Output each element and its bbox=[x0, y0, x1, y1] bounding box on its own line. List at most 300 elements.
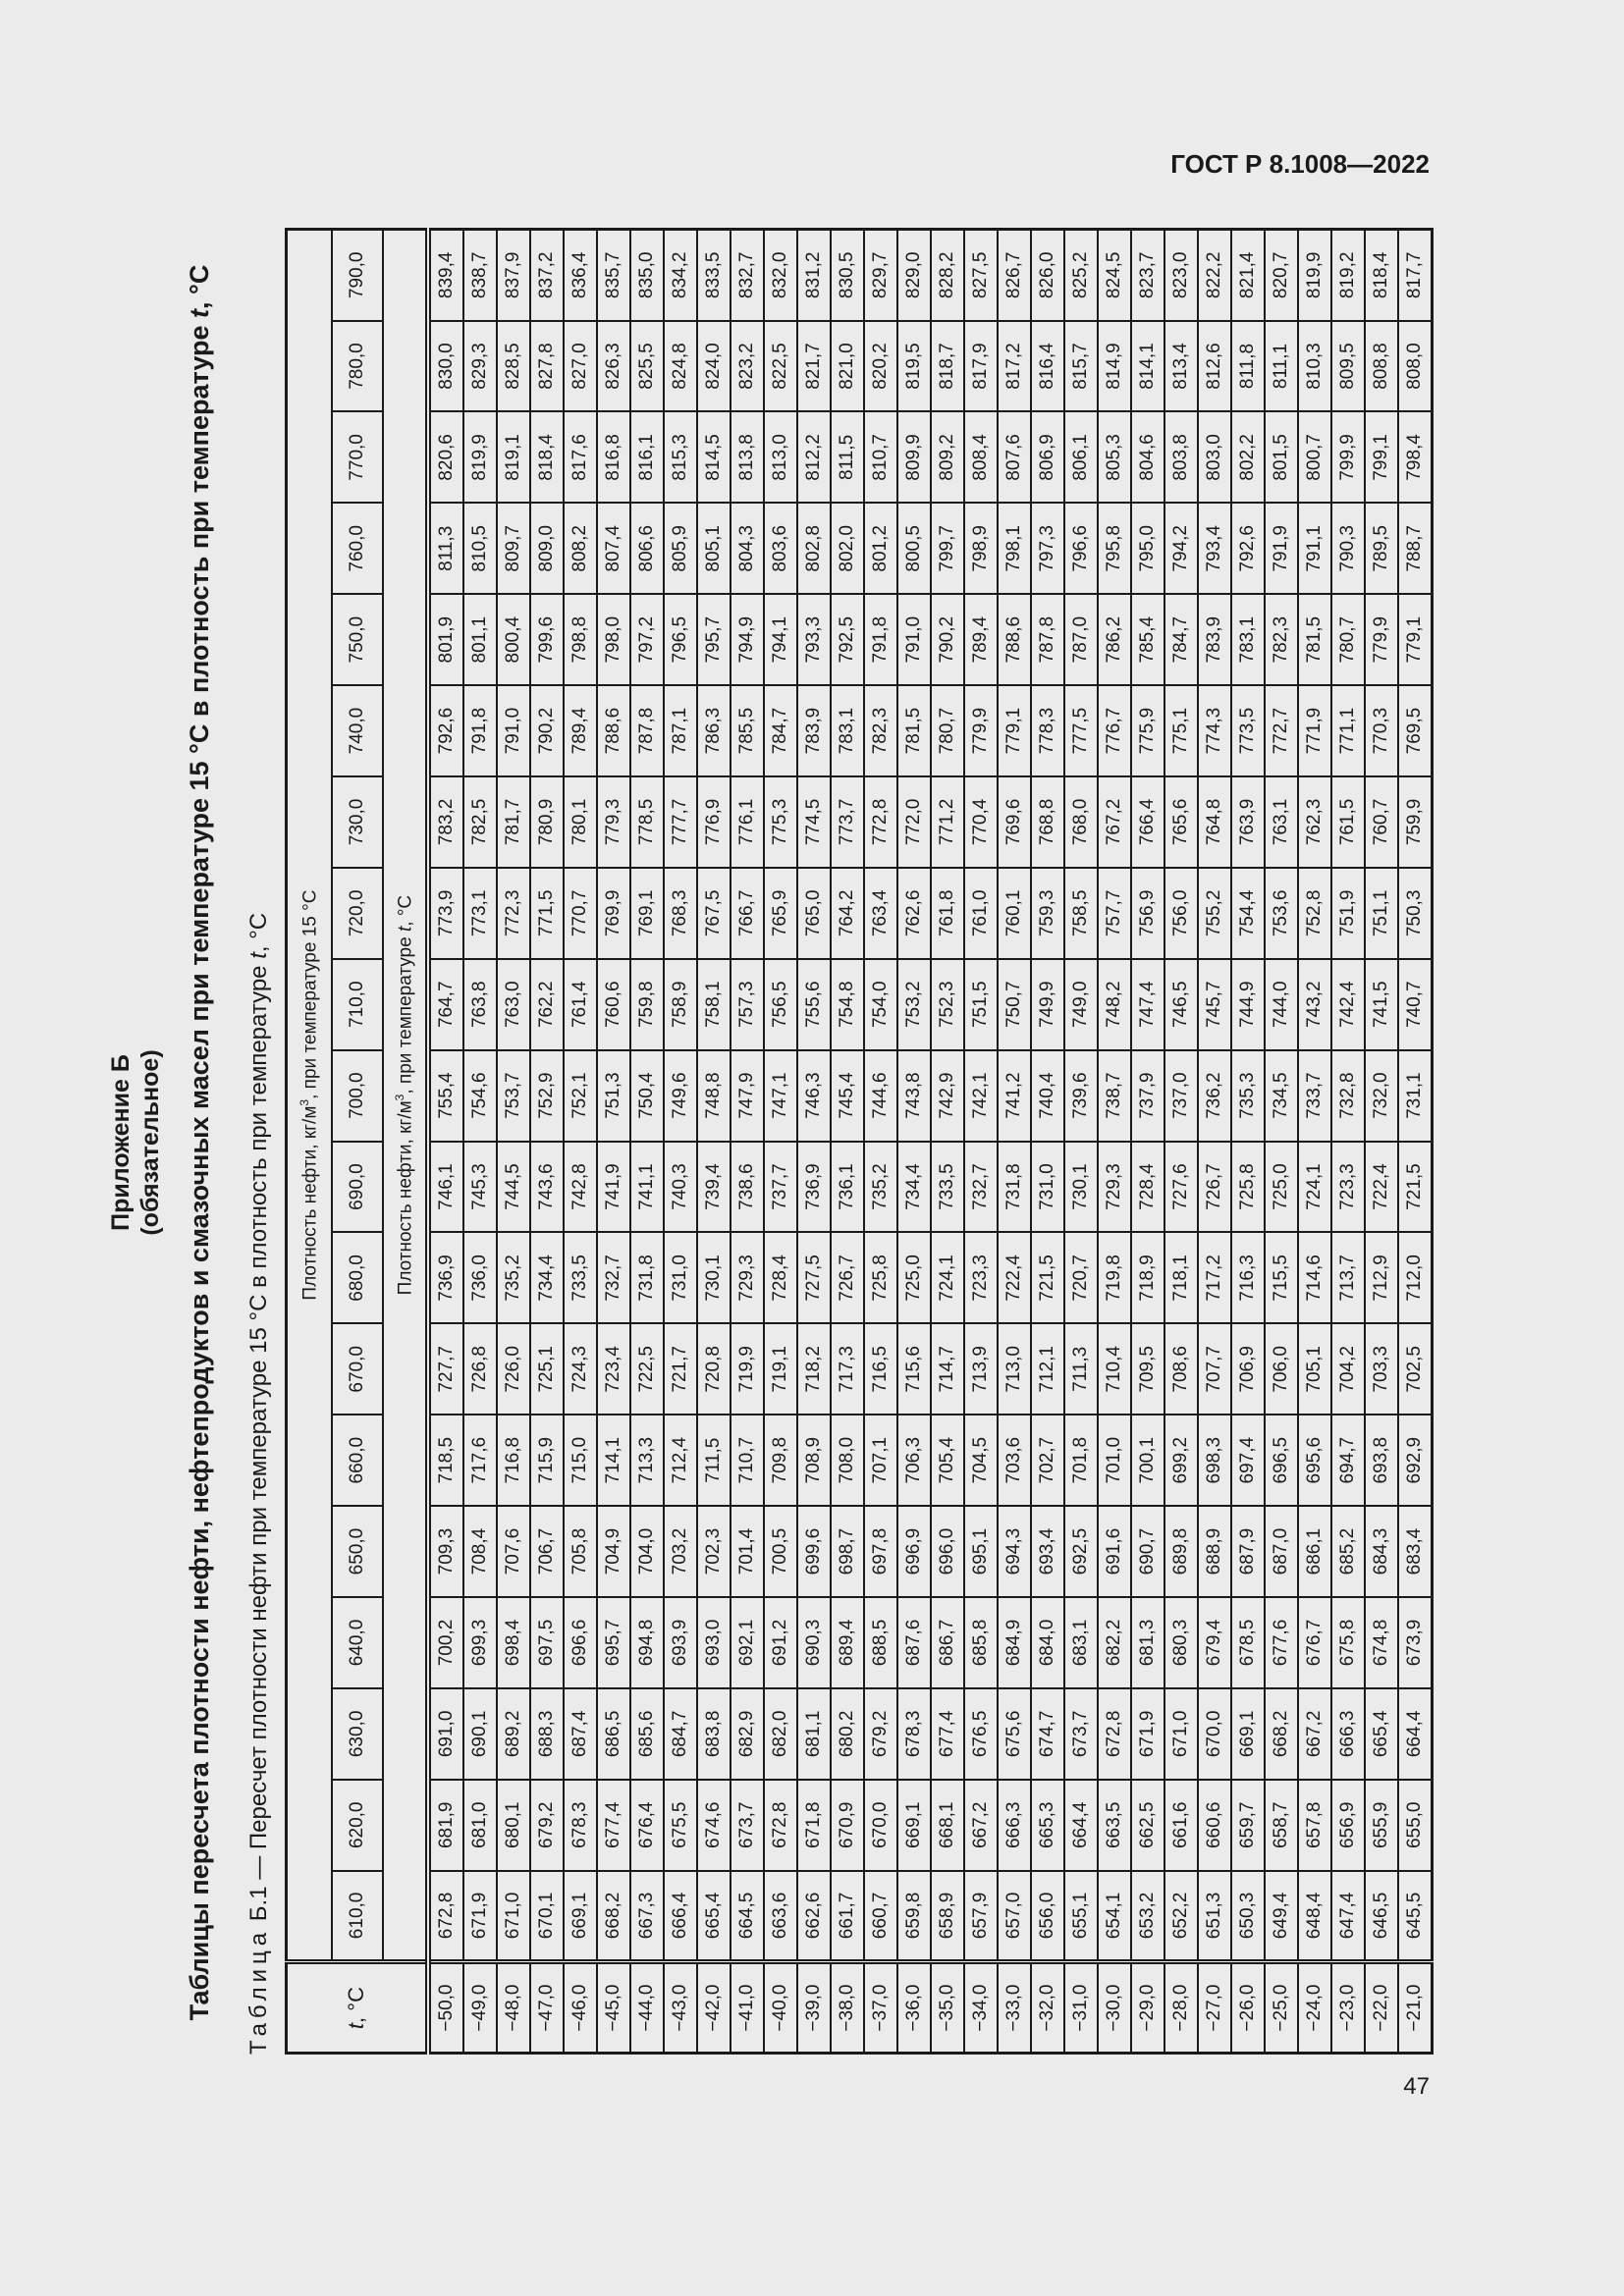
density-cell: 675,6 bbox=[998, 1688, 1031, 1780]
density-cell: 677,6 bbox=[1265, 1597, 1298, 1688]
density-cell: 672,8 bbox=[764, 1780, 797, 1871]
density-cell: 721,5 bbox=[1031, 1232, 1064, 1323]
density-cell: 787,8 bbox=[1031, 594, 1064, 685]
rotated-content bbox=[98, 231, 1443, 2055]
density-cell: 762,6 bbox=[897, 868, 931, 959]
density-cell: 761,8 bbox=[931, 868, 964, 959]
density-cell: 776,9 bbox=[697, 776, 731, 868]
density-cell: 689,4 bbox=[831, 1597, 864, 1688]
density-cell: 728,4 bbox=[1131, 1142, 1164, 1233]
density-cell: 753,7 bbox=[497, 1050, 530, 1142]
density-cell: 758,1 bbox=[697, 959, 731, 1050]
density-cell: 746,1 bbox=[428, 1142, 463, 1233]
main-title-suffix: , °C bbox=[185, 264, 214, 309]
density-cell: 828,2 bbox=[931, 230, 964, 321]
density-cell: 752,9 bbox=[530, 1050, 564, 1142]
density-cell: 749,6 bbox=[664, 1050, 697, 1142]
density-cell: 724,1 bbox=[1298, 1142, 1331, 1233]
density-cell: 816,1 bbox=[630, 411, 664, 503]
density-cell: 820,2 bbox=[864, 321, 897, 412]
caption-label: Таблица bbox=[245, 1927, 272, 2055]
density-cell: 781,5 bbox=[897, 685, 931, 776]
temperature-cell: −40,0 bbox=[764, 1962, 797, 2054]
temperature-cell: −44,0 bbox=[630, 1962, 664, 2054]
temperature-cell: −38,0 bbox=[831, 1962, 864, 2054]
density-cell: 810,7 bbox=[864, 411, 897, 503]
density-cell: 671,0 bbox=[497, 1871, 530, 1962]
density-cell: 666,3 bbox=[998, 1780, 1031, 1871]
density-cell: 690,1 bbox=[463, 1688, 497, 1780]
sub-label-var: t bbox=[395, 926, 416, 933]
density-cell: 792,6 bbox=[1231, 503, 1265, 594]
density-cell: 707,6 bbox=[497, 1506, 530, 1597]
density-cell: 698,4 bbox=[497, 1597, 530, 1688]
density-cell: 791,9 bbox=[1265, 503, 1298, 594]
density-cell: 834,2 bbox=[664, 230, 697, 321]
density-cell: 787,0 bbox=[1064, 594, 1098, 685]
density-cell: 712,1 bbox=[1031, 1323, 1064, 1415]
density-cell: 678,3 bbox=[897, 1688, 931, 1780]
density-cell: 656,9 bbox=[1331, 1780, 1365, 1871]
density-cell: 823,0 bbox=[1164, 230, 1198, 321]
density-cell: 699,3 bbox=[463, 1597, 497, 1688]
density-cell: 782,3 bbox=[864, 685, 897, 776]
density-cell: 713,3 bbox=[630, 1415, 664, 1506]
density-cell: 715,5 bbox=[1265, 1232, 1298, 1323]
density-cell: 682,0 bbox=[764, 1688, 797, 1780]
table-row bbox=[664, 230, 697, 2054]
density-cell: 801,9 bbox=[428, 594, 463, 685]
density-cell: 770,3 bbox=[1365, 685, 1398, 776]
density-cell: 766,7 bbox=[731, 868, 764, 959]
density-cell: 818,7 bbox=[931, 321, 964, 412]
density-cell: 697,5 bbox=[530, 1597, 564, 1688]
density-cell: 674,6 bbox=[697, 1780, 731, 1871]
density-column-header: 750,0 bbox=[332, 594, 383, 685]
temperature-cell: −36,0 bbox=[897, 1962, 931, 2054]
density-cell: 727,7 bbox=[428, 1323, 463, 1415]
density-cell: 718,5 bbox=[428, 1415, 463, 1506]
density-cell: 765,9 bbox=[764, 868, 797, 959]
density-cell: 672,8 bbox=[428, 1871, 463, 1962]
density-cell: 706,9 bbox=[1231, 1323, 1265, 1415]
density-column-header: 640,0 bbox=[332, 1597, 383, 1688]
density-cell: 817,2 bbox=[998, 321, 1031, 412]
density-cell: 738,7 bbox=[1098, 1050, 1131, 1142]
density-cell: 799,7 bbox=[931, 503, 964, 594]
density-cell: 805,1 bbox=[697, 503, 731, 594]
density-cell: 742,8 bbox=[564, 1142, 597, 1233]
density-cell: 744,0 bbox=[1265, 959, 1298, 1050]
density-cell: 662,5 bbox=[1131, 1780, 1164, 1871]
density-cell: 803,8 bbox=[1164, 411, 1198, 503]
density-cell: 653,2 bbox=[1131, 1871, 1164, 1962]
density-cell: 817,9 bbox=[964, 321, 998, 412]
density-cell: 824,8 bbox=[664, 321, 697, 412]
density-cell: 800,7 bbox=[1298, 411, 1331, 503]
density-cell: 759,3 bbox=[1031, 868, 1064, 959]
density-cell: 723,4 bbox=[597, 1323, 630, 1415]
density-cell: 775,9 bbox=[1131, 685, 1164, 776]
density-cell: 751,3 bbox=[597, 1050, 630, 1142]
density-cell: 669,1 bbox=[564, 1871, 597, 1962]
density-cell: 832,7 bbox=[731, 230, 764, 321]
density-cell: 812,2 bbox=[797, 411, 831, 503]
density-cell: 783,1 bbox=[1231, 594, 1265, 685]
density-cell: 668,2 bbox=[597, 1871, 630, 1962]
density-cell: 780,9 bbox=[530, 776, 564, 868]
density-cell: 772,7 bbox=[1265, 685, 1298, 776]
density-cell: 785,5 bbox=[731, 685, 764, 776]
density-cell: 784,7 bbox=[764, 685, 797, 776]
density-cell: 690,7 bbox=[1131, 1506, 1164, 1597]
density-cell: 676,5 bbox=[964, 1688, 998, 1780]
density-cell: 817,6 bbox=[564, 411, 597, 503]
density-cell: 645,5 bbox=[1398, 1871, 1433, 1962]
density-cell: 690,3 bbox=[797, 1597, 831, 1688]
density-cell: 736,1 bbox=[831, 1142, 864, 1233]
density-cell: 743,6 bbox=[530, 1142, 564, 1233]
density-cell: 724,1 bbox=[931, 1232, 964, 1323]
density-cell: 744,5 bbox=[497, 1142, 530, 1233]
density-cell: 803,0 bbox=[1198, 411, 1231, 503]
temperature-cell: −41,0 bbox=[731, 1962, 764, 2054]
density-table bbox=[285, 228, 1434, 2055]
density-cell: 827,8 bbox=[530, 321, 564, 412]
density-cell: 780,1 bbox=[564, 776, 597, 868]
density-cell: 788,7 bbox=[1398, 503, 1433, 594]
density-cell: 670,1 bbox=[530, 1871, 564, 1962]
density-cell: 783,1 bbox=[831, 685, 864, 776]
density-cell: 688,5 bbox=[864, 1597, 897, 1688]
density-cell: 838,7 bbox=[463, 230, 497, 321]
density-cell: 656,0 bbox=[1031, 1871, 1064, 1962]
density-cell: 732,8 bbox=[1331, 1050, 1365, 1142]
density-cell: 796,6 bbox=[1064, 503, 1098, 594]
density-cell: 819,1 bbox=[497, 411, 530, 503]
density-cell: 701,8 bbox=[1064, 1415, 1098, 1506]
density-cell: 773,5 bbox=[1231, 685, 1265, 776]
density-cell: 688,9 bbox=[1198, 1506, 1231, 1597]
density-cell: 706,3 bbox=[897, 1415, 931, 1506]
density-cell: 696,5 bbox=[1265, 1415, 1298, 1506]
table-caption bbox=[245, 913, 273, 2055]
density-cell: 695,1 bbox=[964, 1506, 998, 1597]
sub-label-suffix: , °C bbox=[395, 894, 416, 927]
density-cell: 708,9 bbox=[797, 1415, 831, 1506]
density-cell: 708,6 bbox=[1164, 1323, 1198, 1415]
density-cell: 750,4 bbox=[630, 1050, 664, 1142]
density-cell: 705,4 bbox=[931, 1415, 964, 1506]
density-cell: 732,7 bbox=[964, 1142, 998, 1233]
density-column-header: 780,0 bbox=[332, 321, 383, 412]
density-cell: 698,3 bbox=[1198, 1415, 1231, 1506]
table-row bbox=[1298, 230, 1331, 2054]
density-cell: 774,3 bbox=[1198, 685, 1231, 776]
density-cell: 745,3 bbox=[463, 1142, 497, 1233]
density-cell: 825,2 bbox=[1064, 230, 1098, 321]
density-cell: 760,7 bbox=[1365, 776, 1398, 868]
density-cell: 689,2 bbox=[497, 1688, 530, 1780]
density-cell: 763,9 bbox=[1231, 776, 1265, 868]
density-cell: 810,3 bbox=[1298, 321, 1331, 412]
density-cell: 833,5 bbox=[697, 230, 731, 321]
density-cell: 745,4 bbox=[831, 1050, 864, 1142]
density-column-header: 660,0 bbox=[332, 1415, 383, 1506]
density-cell: 692,9 bbox=[1398, 1415, 1433, 1506]
density-cell: 826,0 bbox=[1031, 230, 1064, 321]
density-cell: 721,7 bbox=[664, 1323, 697, 1415]
density-cell: 799,6 bbox=[530, 594, 564, 685]
density-cell: 783,9 bbox=[1198, 594, 1231, 685]
density-cell: 675,5 bbox=[664, 1780, 697, 1871]
density-cell: 818,4 bbox=[1365, 230, 1398, 321]
density-cell: 743,2 bbox=[1298, 959, 1331, 1050]
density-cell: 678,5 bbox=[1231, 1597, 1265, 1688]
density-cell: 670,0 bbox=[1198, 1688, 1231, 1780]
density-cell: 715,9 bbox=[530, 1415, 564, 1506]
density-cell: 826,3 bbox=[597, 321, 630, 412]
density-cell: 817,7 bbox=[1398, 230, 1433, 321]
density-cell: 732,0 bbox=[1365, 1050, 1398, 1142]
density-cell: 729,3 bbox=[1098, 1142, 1131, 1233]
density-cell: 768,3 bbox=[664, 868, 697, 959]
density-cell: 809,0 bbox=[530, 503, 564, 594]
density-cell: 827,5 bbox=[964, 230, 998, 321]
density-column-header: 650,0 bbox=[332, 1506, 383, 1597]
density-cell: 713,9 bbox=[964, 1323, 998, 1415]
density-cell: 816,4 bbox=[1031, 321, 1064, 412]
density-cell: 803,6 bbox=[764, 503, 797, 594]
density-cell: 747,9 bbox=[731, 1050, 764, 1142]
density-cell: 712,0 bbox=[1398, 1232, 1433, 1323]
density-cell: 722,5 bbox=[630, 1323, 664, 1415]
density-cell: 700,1 bbox=[1131, 1415, 1164, 1506]
density-cell: 726,8 bbox=[463, 1323, 497, 1415]
density-cell: 808,4 bbox=[964, 411, 998, 503]
table-row bbox=[1231, 230, 1265, 2054]
density-cell: 753,2 bbox=[897, 959, 931, 1050]
density-cell: 683,8 bbox=[697, 1688, 731, 1780]
density-cell: 779,1 bbox=[1398, 594, 1433, 685]
t-var: t bbox=[344, 2022, 368, 2030]
density-cell: 730,1 bbox=[1064, 1142, 1098, 1233]
density-cell: 648,4 bbox=[1298, 1871, 1331, 1962]
table-row bbox=[831, 230, 864, 2054]
density-cell: 706,7 bbox=[530, 1506, 564, 1597]
density-cell: 692,1 bbox=[731, 1597, 764, 1688]
density-column-header: 720,0 bbox=[332, 868, 383, 959]
density-cell: 769,5 bbox=[1398, 685, 1433, 776]
temperature-cell: −25,0 bbox=[1265, 1962, 1298, 2054]
density-cell: 775,1 bbox=[1164, 685, 1198, 776]
density-cell: 709,5 bbox=[1131, 1323, 1164, 1415]
density-cell: 705,1 bbox=[1298, 1323, 1331, 1415]
top-label-suffix: , при температуре 15 °C bbox=[299, 889, 321, 1099]
density-cell: 680,2 bbox=[831, 1688, 864, 1780]
density-cell: 670,0 bbox=[864, 1780, 897, 1871]
density-cell: 684,0 bbox=[1031, 1597, 1064, 1688]
density-cell: 818,4 bbox=[530, 411, 564, 503]
density-cell: 657,8 bbox=[1298, 1780, 1331, 1871]
density-cell: 744,6 bbox=[864, 1050, 897, 1142]
density-cell: 738,6 bbox=[731, 1142, 764, 1233]
density-cell: 762,2 bbox=[530, 959, 564, 1050]
density-cell: 781,7 bbox=[497, 776, 530, 868]
density-cell: 708,4 bbox=[463, 1506, 497, 1597]
density-cell: 681,0 bbox=[463, 1780, 497, 1871]
density-cell: 831,2 bbox=[797, 230, 831, 321]
density-cell: 819,9 bbox=[1298, 230, 1331, 321]
top-label-sup: 3 bbox=[297, 1098, 311, 1106]
density-cell: 828,5 bbox=[497, 321, 530, 412]
density-cell: 801,5 bbox=[1265, 411, 1298, 503]
temperature-cell: −26,0 bbox=[1231, 1962, 1265, 2054]
density-cell: 740,7 bbox=[1398, 959, 1433, 1050]
density-cell: 727,5 bbox=[797, 1232, 831, 1323]
density-cell: 726,7 bbox=[831, 1232, 864, 1323]
density-cell: 654,1 bbox=[1098, 1871, 1131, 1962]
density-cell: 746,5 bbox=[1164, 959, 1198, 1050]
density-cell: 673,9 bbox=[1398, 1597, 1433, 1688]
density-cell: 680,3 bbox=[1164, 1597, 1198, 1688]
density-cell: 713,0 bbox=[998, 1323, 1031, 1415]
density-cell: 749,9 bbox=[1031, 959, 1064, 1050]
density-cell: 747,1 bbox=[764, 1050, 797, 1142]
density-cell: 696,9 bbox=[897, 1506, 931, 1597]
density-cell: 703,6 bbox=[998, 1415, 1031, 1506]
temperature-header bbox=[287, 1962, 429, 2054]
density-cell: 722,4 bbox=[998, 1232, 1031, 1323]
density-cell: 743,8 bbox=[897, 1050, 931, 1142]
density-cell: 779,3 bbox=[597, 776, 630, 868]
density-cell: 789,5 bbox=[1365, 503, 1398, 594]
density-cell: 778,5 bbox=[630, 776, 664, 868]
density-cell: 707,1 bbox=[864, 1415, 897, 1506]
density-cell: 670,9 bbox=[831, 1780, 864, 1871]
density-cell: 805,9 bbox=[664, 503, 697, 594]
density-cell: 802,8 bbox=[797, 503, 831, 594]
density-cell: 739,6 bbox=[1064, 1050, 1098, 1142]
density-cell: 797,3 bbox=[1031, 503, 1064, 594]
density-cell: 696,6 bbox=[564, 1597, 597, 1688]
density-cell: 664,4 bbox=[1064, 1780, 1098, 1871]
density-cell: 747,4 bbox=[1131, 959, 1164, 1050]
density-cell: 782,3 bbox=[1265, 594, 1298, 685]
density-cell: 717,3 bbox=[831, 1323, 864, 1415]
density-cell: 786,3 bbox=[697, 685, 731, 776]
density-cell: 795,7 bbox=[697, 594, 731, 685]
density-cell: 693,4 bbox=[1031, 1506, 1064, 1597]
document-code: ГОСТ Р 8.1008—2022 bbox=[1170, 149, 1430, 179]
density-cell: 775,3 bbox=[764, 776, 797, 868]
temperature-cell: −42,0 bbox=[697, 1962, 731, 2054]
density-cell: 769,9 bbox=[597, 868, 630, 959]
density-cell: 731,0 bbox=[1031, 1142, 1064, 1233]
density-cell: 814,9 bbox=[1098, 321, 1131, 412]
density-cell: 652,2 bbox=[1164, 1871, 1198, 1962]
density-cell: 672,8 bbox=[1098, 1688, 1131, 1780]
density-cell: 720,7 bbox=[1064, 1232, 1098, 1323]
density-cell: 789,4 bbox=[964, 594, 998, 685]
density-cell: 679,2 bbox=[530, 1780, 564, 1871]
density-cell: 682,9 bbox=[731, 1688, 764, 1780]
density-cell: 741,9 bbox=[597, 1142, 630, 1233]
density-cell: 819,2 bbox=[1331, 230, 1365, 321]
density-cell: 754,4 bbox=[1231, 868, 1265, 959]
density-cell: 718,2 bbox=[797, 1323, 831, 1415]
density-cell: 819,5 bbox=[897, 321, 931, 412]
density-cell: 830,0 bbox=[428, 321, 463, 412]
density-cell: 671,0 bbox=[1164, 1688, 1198, 1780]
density-cell: 748,2 bbox=[1098, 959, 1131, 1050]
density-cell: 703,3 bbox=[1365, 1323, 1398, 1415]
top-label: Плотность нефти, кг/м bbox=[299, 1105, 321, 1301]
density-cell: 771,1 bbox=[1331, 685, 1365, 776]
table-row bbox=[797, 230, 831, 2054]
density-cell: 687,9 bbox=[1231, 1506, 1265, 1597]
density-cell: 709,3 bbox=[428, 1506, 463, 1597]
density-cell: 835,0 bbox=[630, 230, 664, 321]
density-cell: 697,8 bbox=[864, 1506, 897, 1597]
density-cell: 820,7 bbox=[1265, 230, 1298, 321]
density-cell: 760,1 bbox=[998, 868, 1031, 959]
density-cell: 695,7 bbox=[597, 1597, 630, 1688]
density-cell: 659,8 bbox=[897, 1871, 931, 1962]
density-cell: 685,6 bbox=[630, 1688, 664, 1780]
density-cell: 665,3 bbox=[1031, 1780, 1064, 1871]
density-cell: 792,6 bbox=[428, 685, 463, 776]
density-cell: 667,3 bbox=[630, 1871, 664, 1962]
density-cell: 739,4 bbox=[697, 1142, 731, 1233]
density-cell: 699,2 bbox=[1164, 1415, 1198, 1506]
density-cell: 808,8 bbox=[1365, 321, 1398, 412]
density-cell: 798,8 bbox=[564, 594, 597, 685]
density-cell: 813,8 bbox=[731, 411, 764, 503]
density-cell: 759,8 bbox=[630, 959, 664, 1050]
density-cell: 735,2 bbox=[497, 1232, 530, 1323]
density-cell: 671,8 bbox=[797, 1780, 831, 1871]
density-cell: 691,2 bbox=[764, 1597, 797, 1688]
table-row bbox=[1365, 230, 1398, 2054]
caption-suffix: , °C bbox=[245, 912, 272, 953]
density-cell: 658,7 bbox=[1265, 1780, 1298, 1871]
density-cell: 693,9 bbox=[664, 1597, 697, 1688]
density-cell: 779,9 bbox=[964, 685, 998, 776]
density-cell: 752,3 bbox=[931, 959, 964, 1050]
density-cell: 806,1 bbox=[1064, 411, 1098, 503]
density-cell: 657,9 bbox=[964, 1871, 998, 1962]
density-cell: 807,4 bbox=[597, 503, 630, 594]
density-cell: 694,8 bbox=[630, 1597, 664, 1688]
temperature-cell: −48,0 bbox=[497, 1962, 530, 2054]
caption-text: Б.1 — Пересчет плотности нефти при температуре 15 °C в плотность при температуре bbox=[245, 958, 272, 1928]
density-cell: 693,8 bbox=[1365, 1415, 1398, 1506]
density-cell: 667,2 bbox=[964, 1780, 998, 1871]
density-cell: 753,6 bbox=[1265, 868, 1298, 959]
density-cell: 726,0 bbox=[497, 1323, 530, 1415]
density-cell: 691,0 bbox=[428, 1688, 463, 1780]
density-cell: 668,2 bbox=[1265, 1688, 1298, 1780]
density-cell: 665,4 bbox=[1365, 1688, 1398, 1780]
density-cell: 829,0 bbox=[897, 230, 931, 321]
density-cell: 735,2 bbox=[864, 1142, 897, 1233]
density-cell: 777,7 bbox=[664, 776, 697, 868]
density-column-header: 620,0 bbox=[332, 1780, 383, 1871]
density-cell: 683,1 bbox=[1064, 1597, 1098, 1688]
table-row bbox=[1098, 230, 1131, 2054]
density-cell: 667,2 bbox=[1298, 1688, 1331, 1780]
